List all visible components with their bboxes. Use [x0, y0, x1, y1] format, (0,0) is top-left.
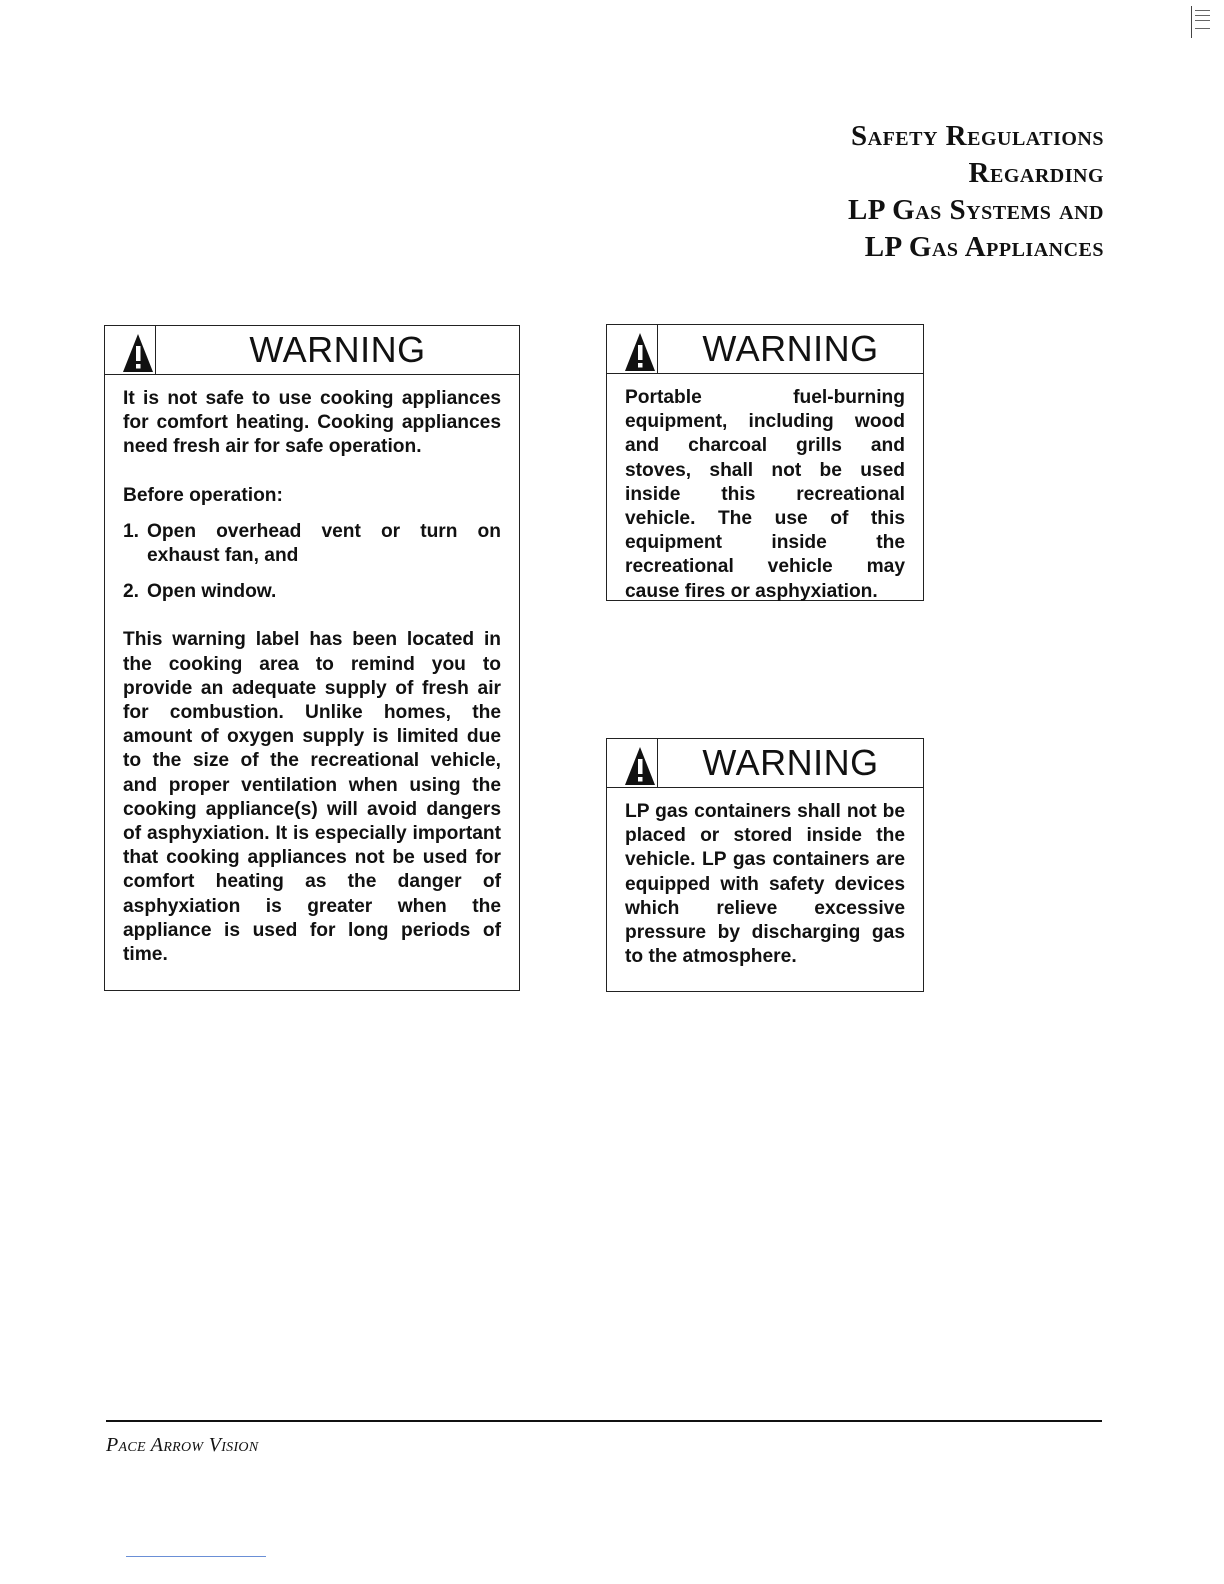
warning-header: [105, 326, 519, 375]
title-line: Safety Regulations: [851, 120, 1104, 152]
warning-label: WARNING: [657, 325, 923, 373]
warning-text: Portable fuel-burning equipment, including wood and charcoal grills and stoves, shall not be used inside this recreational vehicle. The use of this equipment inside the recreational vehicle may cause fires or asphyxiation.: [625, 387, 905, 602]
warning-header: [607, 325, 923, 374]
warning-label: WARNING: [155, 326, 519, 374]
warning-body: [105, 375, 519, 981]
warning-box-cooking: [104, 325, 520, 991]
title-line: LP Gas Appliances: [864, 231, 1104, 263]
step-number: 2.: [123, 581, 140, 603]
warning-explanation: This warning label has been located in the cooking area to remind you to provide an adequate supply of fresh air for combustion. Unlike homes, the amount of oxygen supply is limited due to the size of the recreational vehicle, and proper ventilation when using the cooking appliance(s) will avoid dangers of asphyxiation. It is especially important that cooking appliances not be used for comfort heating as the danger of asphyxiation is greater when the appliance is used for long periods of time.: [123, 629, 501, 966]
warning-triangle-icon: [623, 329, 657, 373]
step-number: 1.: [123, 520, 140, 542]
title-line: Regarding: [968, 157, 1104, 189]
warning-label: WARNING: [657, 739, 923, 787]
footer-rule: [106, 1420, 1102, 1422]
warning-box-containers: [606, 738, 924, 992]
step-item: [123, 520, 501, 568]
footer-title: Pace Arrow Vision: [106, 1434, 259, 1456]
warning-triangle-icon: [121, 330, 155, 374]
step-item: [123, 580, 501, 604]
before-operation-heading: Before operation:: [123, 484, 283, 506]
warning-body: [607, 374, 923, 618]
corner-mark: [1191, 6, 1210, 38]
warning-body: [607, 788, 923, 983]
warning-box-portable: [606, 324, 924, 601]
step-text: Open overhead vent or turn on exhaust fan, and: [147, 520, 501, 567]
warning-intro: It is not safe to use cooking appliances for comfort heating. Cooking appliances need fresh air for safe operation.: [123, 388, 501, 458]
page-title: [848, 118, 1104, 266]
margin-line: [126, 1556, 266, 1557]
warning-triangle-icon: [623, 743, 657, 787]
step-text: Open window.: [147, 581, 277, 603]
warning-text: LP gas containers shall not be placed or stored inside the vehicle. LP gas containers are equipped with safety devices which relieve excessive pressure by discharging gas to the atmosphere.: [625, 801, 905, 968]
title-line: LP Gas Systems and: [847, 194, 1104, 226]
warning-header: [607, 739, 923, 788]
